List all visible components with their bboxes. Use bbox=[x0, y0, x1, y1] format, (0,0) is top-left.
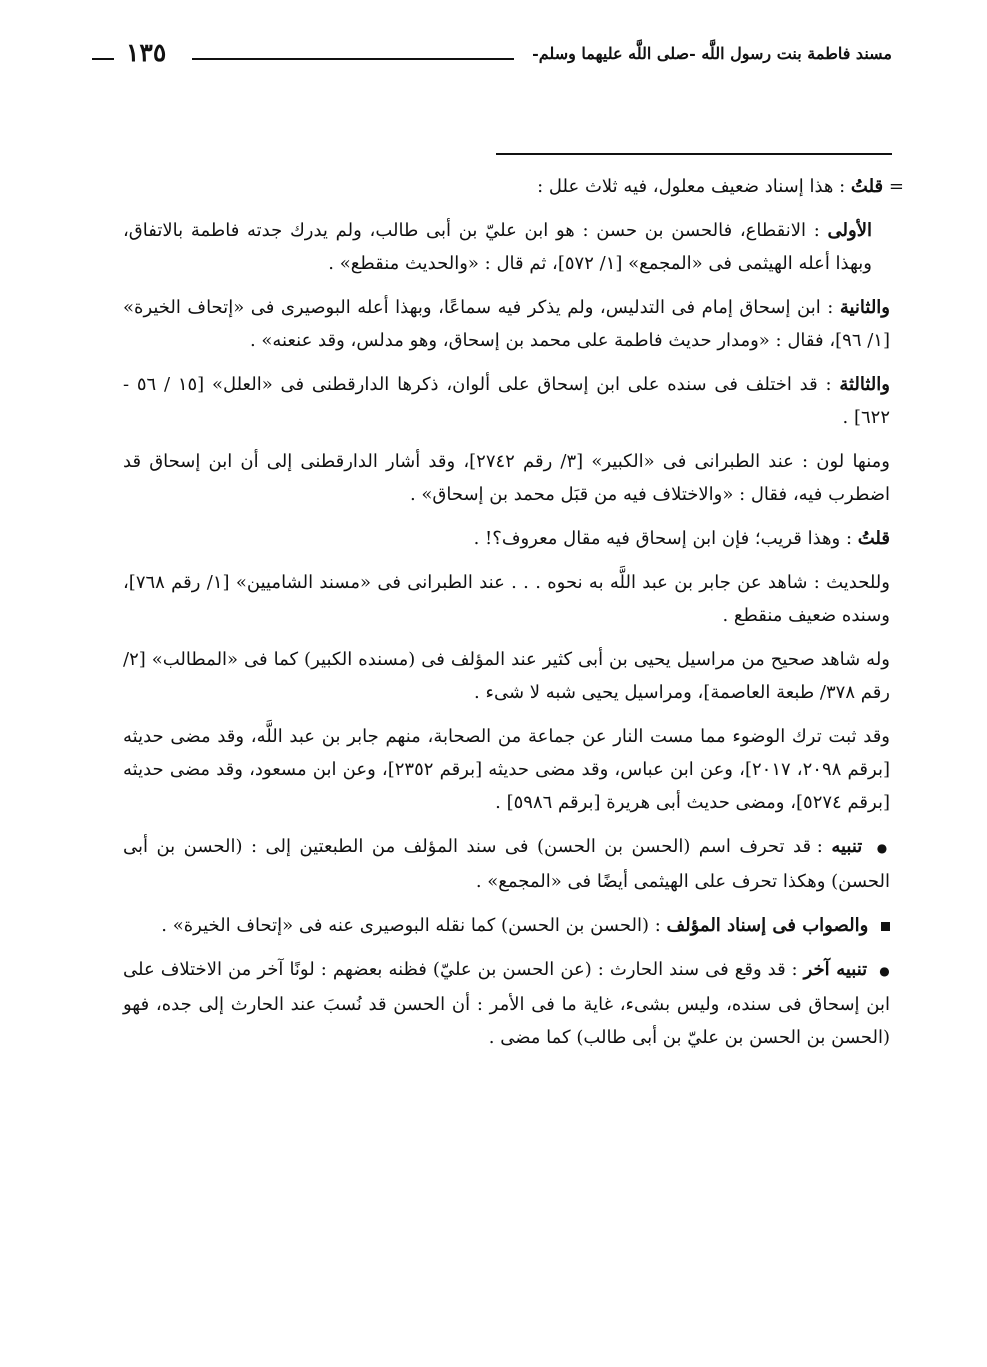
paragraph-3 bbox=[123, 291, 890, 357]
header-rule-end bbox=[92, 58, 114, 60]
paragraph-6 bbox=[123, 522, 890, 555]
paragraph-8 bbox=[123, 643, 890, 709]
paragraph-text: وقد ثبت ترك الوضوء مما مست النار عن جماعة من الصحابة، منهم جابر بن عبد اللَّه، وقد مضى حديثه [برقم ٢٠٩٨، ٢٠١٧]، وعن ابن عباس، وقد مضى حديثه [برقم ٢٣٥٢]، وعن ابن مسعود، وقد مضى حديثه [برقم ٥٢٧٤]، ومضى حديث أبى هريرة [برقم ٥٩٨٦] . bbox=[123, 726, 890, 813]
paragraph-text: : وهذا قريب؛ فإن ابن إسحاق فيه مقال معروف؟! . bbox=[473, 528, 853, 549]
bullet-dot-icon: ● bbox=[876, 841, 890, 855]
paragraph-10 bbox=[123, 830, 890, 898]
paragraph-lead: والصواب فى إسناد المؤلف bbox=[666, 915, 869, 936]
paragraph-lead: تنبيه آخر bbox=[803, 959, 868, 980]
page-header bbox=[92, 38, 892, 78]
footnote-body bbox=[123, 170, 904, 1065]
paragraph-text: : قد اختلف فى سنده على ابن إسحاق على ألوان، ذكرها الدارقطنى فى «العلل» [١٥ / ٥٦ - ٦٢٢] . bbox=[123, 374, 890, 428]
paragraph-text: ومنها لون : عند الطبرانى فى «الكبير» [٣/ رقم ٢٧٤٢]، وقد أشار الدارقطنى إلى أن ابن إسحاق قد اضطرب فيه، فقال : «والاختلاف فيه من قبَل محمد بن إسحاق» . bbox=[123, 451, 890, 505]
paragraph-lead: الأولى bbox=[827, 220, 872, 241]
paragraph-text: : الانقطاع، فالحسن بن حسن : هو ابن عليّ بن أبى طالب، ولم يدرك جدته فاطمة بالاتفاق، وبهذا أعله الهيثمى فى «المجمع» [١/ ٥٧٢]، ثم قال : «والحديث منقطع» . bbox=[123, 220, 872, 274]
paragraph-1 bbox=[123, 170, 904, 203]
paragraph-text: وله شاهد صحيح من مراسيل يحيى بن أبى كثير عند المؤلف فى (مسنده الكبير) كما فى «المطالب» [٢/ رقم ٣٧٨/ طبعة العاصمة]، ومراسيل يحيى شبه لا شىء . bbox=[123, 649, 890, 703]
bullet-dot-icon: ● bbox=[879, 964, 890, 978]
paragraph-text: : هذا إسناد ضعيف معلول، فيه ثلاث علل : bbox=[537, 176, 846, 197]
paragraph-text: : قد وقع فى سند الحارث : (عن الحسن بن عليّ) فظنه بعضهم : لونًا آخر من الاختلاف على ابن إسحاق فى سنده، وليس بشىء، غاية ما فى الأمر : أن الحسن قد نُسبَ عند الحارث إلى جده، فهو (الحسن بن الحسن بن عليّ بن أبى طالب) كما مضى . bbox=[123, 959, 890, 1048]
paragraph-12 bbox=[123, 953, 890, 1054]
paragraph-text: وللحديث : شاهد عن جابر بن عبد اللَّه به نحوه . . . عند الطبرانى فى «مسند الشاميين» [١/ رقم ٧٦٨]، وسنده ضعيف منقطع . bbox=[123, 572, 890, 626]
paragraph-text: : قد تحرف اسم (الحسن بن الحسن) فى سند المؤلف من الطبعتين إلى : (الحسن بن أبى الحسن) وهكذا تحرف على الهيثمى أيضًا فى «المجمع» . bbox=[123, 836, 890, 892]
paragraph-7 bbox=[123, 566, 890, 632]
paragraph-4 bbox=[123, 368, 890, 434]
paragraph-text: : ابن إسحاق إمام فى التدليس، ولم يذكر فيه سماعًا، وبهذا أعله البوصيرى فى «إتحاف الخيرة» [١/ ٩٦]، فقال : «ومدار حديث فاطمة على محمد بن إسحاق، وهو مدلس، وقد عنعنه» . bbox=[123, 297, 890, 351]
paragraph-lead: تنبيه bbox=[831, 836, 863, 857]
paragraph-11 bbox=[123, 909, 890, 942]
paragraph-lead: قلتُ bbox=[857, 528, 890, 549]
footnote-separator bbox=[496, 153, 892, 155]
page-number: ١٣٥ bbox=[126, 38, 167, 67]
continuation-mark: = bbox=[888, 176, 904, 197]
paragraph-lead: والثانية bbox=[839, 297, 890, 318]
paragraph-2 bbox=[123, 214, 890, 280]
bullet-square-icon bbox=[881, 922, 890, 931]
running-title: مسند فاطمة بنت رسول اللَّه -صلى اللَّه عليهما وسلم- bbox=[532, 44, 892, 63]
paragraph-lead: قلتُ bbox=[850, 176, 884, 197]
paragraph-text: : (الحسن بن الحسن) كما نقله البوصيرى عنه فى «إتحاف الخيرة» . bbox=[161, 915, 661, 936]
paragraph-5 bbox=[123, 445, 890, 511]
paragraph-9 bbox=[123, 720, 890, 819]
paragraph-lead: والثالثة bbox=[839, 374, 890, 395]
header-rule bbox=[192, 58, 514, 60]
